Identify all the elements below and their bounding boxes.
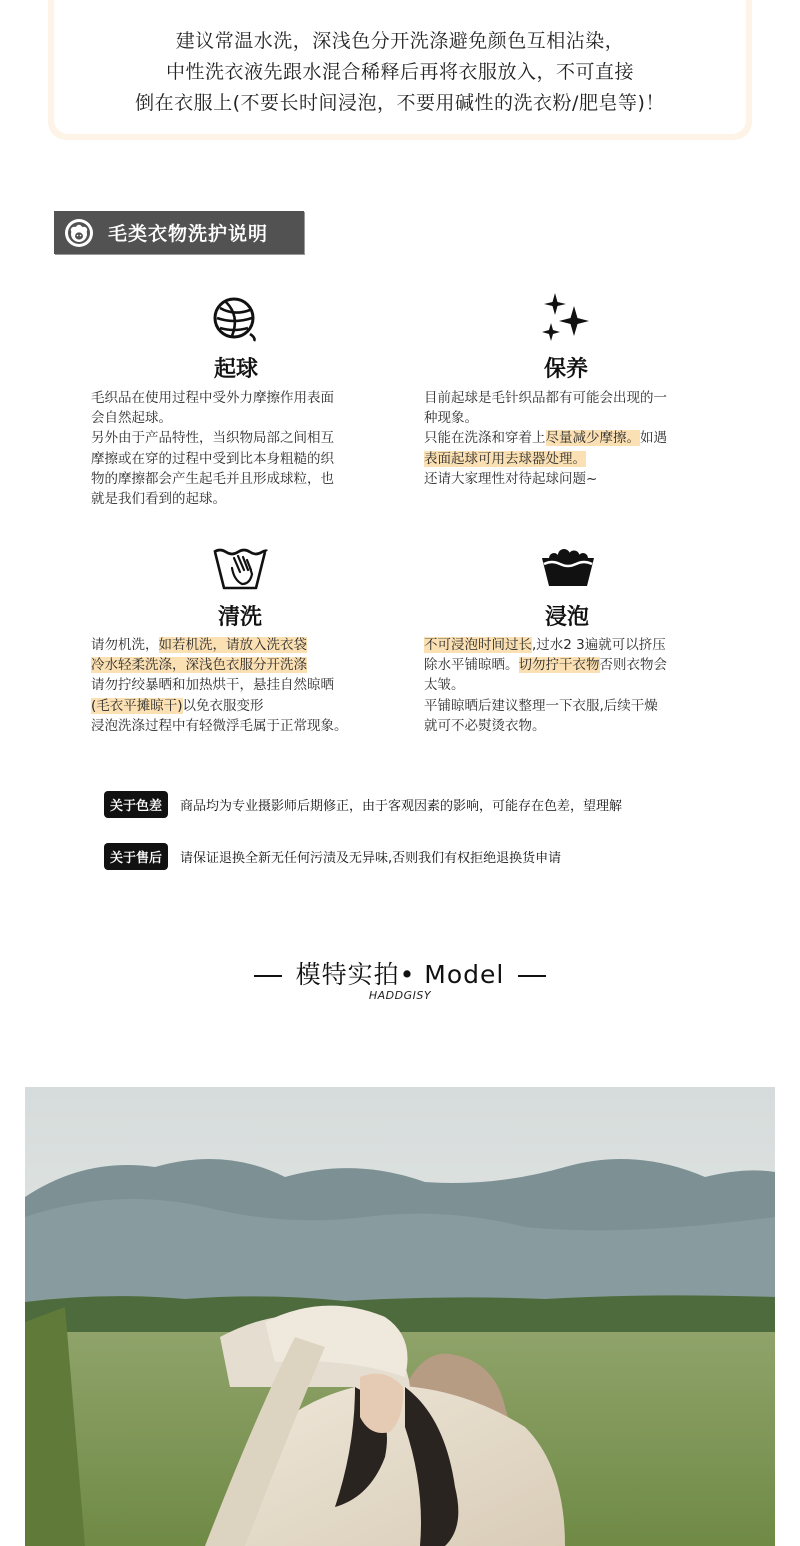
wash-notice-content	[54, 0, 746, 134]
washing-line	[91, 696, 401, 716]
maintenance-line: 种现象。	[424, 410, 478, 427]
wool-sheep-icon	[64, 218, 94, 248]
soaking-line: 平铺晾晒后建议整理一下衣服,后续干燥	[424, 697, 658, 714]
yarn-ball-icon	[212, 296, 258, 342]
washing-description	[91, 635, 401, 736]
washing-text: 以免衣服变形	[182, 697, 264, 714]
wash-notice-line: 倒在衣服上(不要长时间浸泡，不要用碱性的洗衣粉/肥皂等)！	[135, 92, 665, 114]
pilling-line: 物的摩擦都会产生起毛并且形成球粒，也	[91, 470, 334, 487]
washing-line: 浸泡洗涤过程中有轻微浮毛属于正常现象。	[91, 717, 348, 734]
care-section-title: 毛类衣物洗护说明	[108, 223, 269, 245]
pilling-line: 另外由于产品特性，当织物局部之间相互	[91, 430, 334, 447]
washing-line: 请勿拧绞暴晒和加热烘干，悬挂自然晾晒	[91, 677, 334, 694]
soaking-line	[424, 655, 734, 675]
note-text: 请保证退换全新无任何污渍及无异味,否则我们有权拒绝退换货申请	[180, 851, 562, 866]
soaking-line: 太皱。	[424, 677, 465, 694]
model-section-title-row	[0, 955, 800, 991]
care-section-header	[54, 211, 304, 254]
pilling-line: 就是我们看到的起球。	[91, 491, 226, 508]
washing-line	[91, 635, 401, 655]
washing-highlight: 冷水轻柔洗涤，深浅色衣服分开洗涤	[91, 657, 307, 674]
model-section-title: 模特实拍• Model	[295, 960, 505, 989]
after-sales-note	[104, 843, 561, 870]
soaking-highlight: 不可浸泡时间过长	[424, 637, 532, 653]
pilling-line: 摩擦或在穿的过程中受到比本身粗糙的织	[91, 450, 334, 467]
maintenance-line: 目前起球是毛针织品都有可能会出现的一	[424, 390, 667, 406]
hand-wash-icon	[212, 546, 268, 592]
soaking-highlight: 切勿拧干衣物	[518, 657, 600, 674]
washing-highlight: 如若机洗，请放入洗衣袋	[158, 637, 307, 653]
maintenance-line	[424, 428, 724, 448]
soaking-description	[424, 635, 734, 736]
maintenance-highlight: 尽量减少摩擦。	[545, 430, 640, 447]
soaking-text: ,过水2 3遍就可以挤压	[532, 637, 666, 653]
soaking-title: 浸泡	[544, 605, 589, 630]
maintenance-highlight: 表面起球可用去球器处理。	[424, 450, 586, 467]
maintenance-title: 保养	[543, 357, 588, 382]
washing-line	[91, 655, 401, 675]
title-dash-right	[518, 975, 546, 977]
soaking-text: 除水平铺晾晒。	[424, 657, 519, 674]
pilling-title: 起球	[213, 357, 258, 382]
pilling-description	[91, 388, 391, 509]
brand-subtitle: HADDGISY	[368, 989, 432, 1002]
washing-title: 清洗	[217, 605, 262, 630]
pilling-line: 毛织品在使用过程中受外力摩擦作用表面	[91, 390, 334, 406]
wash-notice-line: 建议常温水洗，深浅色分开洗涤避免颜色互相沾染，	[175, 30, 625, 52]
maintenance-text: 如遇	[640, 430, 667, 447]
washing-highlight: (毛衣平摊晾干)	[91, 697, 183, 714]
soak-basin-icon	[540, 548, 596, 588]
wash-notice-line: 中性洗衣液先跟水混合稀释后再将衣服放入，不可直接	[165, 61, 634, 83]
soaking-line: 就可不必熨烫衣物。	[424, 717, 546, 734]
note-tag: 关于色差	[104, 791, 168, 818]
model-photo-illustration	[25, 1087, 775, 1546]
note-text: 商品均为专业摄影师后期修正，由于客观因素的影响，可能存在色差，望理解	[180, 799, 623, 814]
washing-text: 请勿机洗，	[91, 637, 159, 653]
maintenance-line	[424, 449, 724, 469]
soaking-line	[424, 635, 734, 655]
note-tag: 关于售后	[104, 843, 168, 870]
color-difference-note	[104, 791, 622, 818]
pilling-line: 会自然起球。	[91, 410, 172, 427]
maintenance-line: 还请大家理性对待起球问题~	[424, 470, 598, 487]
sparkle-icon	[538, 292, 592, 346]
wash-notice-card	[48, 0, 752, 140]
soaking-text: 否则衣物会	[599, 657, 667, 674]
model-photo	[25, 1087, 775, 1546]
maintenance-text: 只能在洗涤和穿着上	[424, 430, 546, 447]
maintenance-description	[424, 388, 724, 489]
title-dash-left	[254, 975, 282, 977]
